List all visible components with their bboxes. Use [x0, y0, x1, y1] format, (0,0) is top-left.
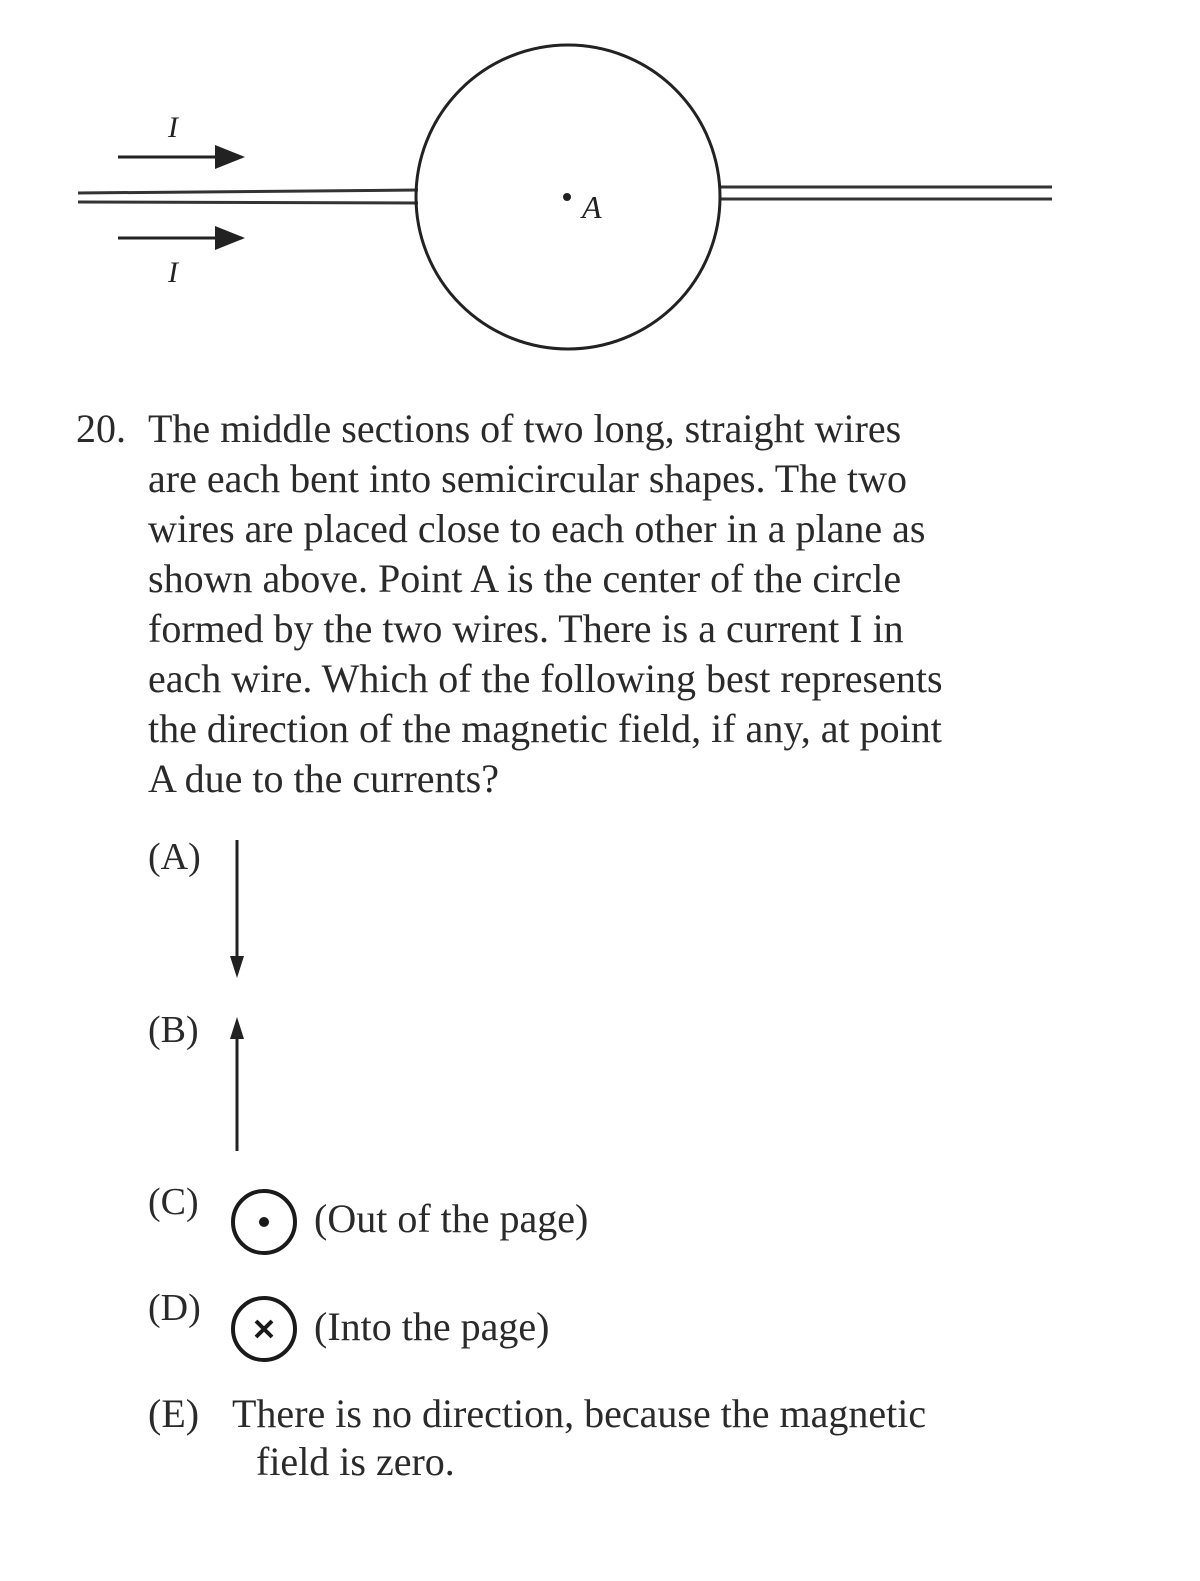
arrow-up-icon [222, 1015, 252, 1153]
into-page-cross-icon [228, 1293, 300, 1365]
option-d-text: (Into the page) [314, 1304, 550, 1349]
question-number: 20. [76, 406, 126, 451]
option-e-text-line1: There is no direction, because the magnetic [232, 1391, 927, 1436]
arrow-down-icon [222, 838, 252, 983]
current-label-bottom: I [168, 256, 178, 289]
stem-line: are each bent into semicircular shapes. The two [148, 456, 907, 501]
option-b-label: (B) [148, 1009, 199, 1051]
stem-line: The middle sections of two long, straight wires [148, 406, 902, 451]
left-wire-upper [78, 190, 418, 193]
stem-line: A due to the currents? [148, 756, 499, 801]
current-label-top: I [168, 111, 178, 144]
option-d-label: (D) [148, 1287, 201, 1329]
stem-line: formed by the two wires. There is a current I in [148, 606, 904, 651]
point-a-dot [563, 193, 571, 201]
stem-line: each wire. Which of the following best represents [148, 656, 943, 701]
stem-line: wires are placed close to each other in a plane as [148, 506, 926, 551]
option-c-text: (Out of the page) [314, 1196, 589, 1241]
option-a-label: (A) [148, 836, 201, 878]
question-stem [148, 404, 1048, 804]
option-c-label: (C) [148, 1181, 199, 1223]
out-of-page-dot-icon [228, 1186, 300, 1258]
option-e-text-line2: field is zero. [256, 1439, 455, 1484]
stem-line: shown above. Point A is the center of the circle [148, 556, 902, 601]
stem-line: the direction of the magnetic field, if any, at point [148, 706, 942, 751]
wire-loop-figure [0, 0, 1200, 380]
option-e-label: (E) [148, 1391, 200, 1436]
left-wire-lower [78, 202, 418, 203]
point-a-label: A [582, 189, 602, 225]
